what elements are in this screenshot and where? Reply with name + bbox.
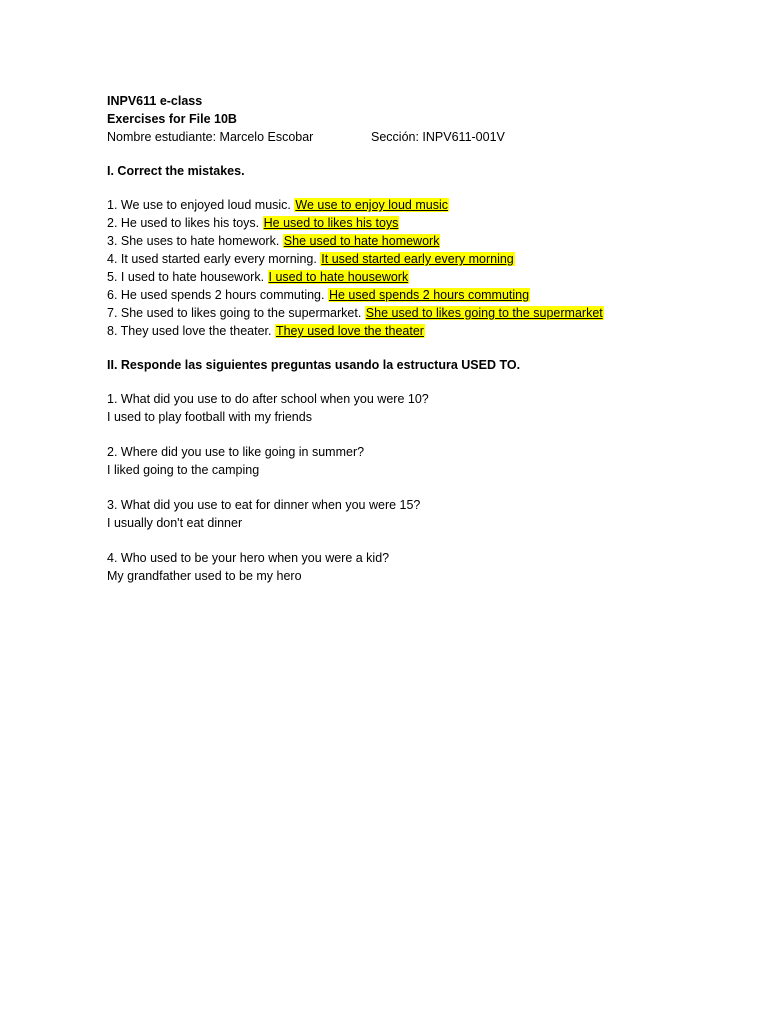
section-2-title: II. Responde las siguientes preguntas usando la estructura USED TO. [107,358,521,372]
answer-text: I used to play football with my friends [107,410,312,424]
correction-item [107,286,747,304]
sentence-with-mistake: 1. We use to enjoyed loud music. [107,198,295,212]
correction-item [107,214,747,232]
highlighted-correction: She used to likes going to the supermarket [365,306,603,320]
sentence-with-mistake: 5. I used to hate housework. [107,270,268,284]
question-block [107,443,747,479]
highlighted-correction: We use to enjoy loud music [295,198,448,212]
correction-item [107,232,747,250]
answer-text: I usually don't eat dinner [107,516,243,530]
sentence-with-mistake: 3. She uses to hate homework. [107,234,283,248]
answer-text: I liked going to the camping [107,463,260,477]
question-block [107,549,747,585]
highlighted-correction: He used to likes his toys [263,216,399,230]
question-block [107,496,747,532]
course-title: INPV611 e-class [107,94,203,108]
correction-item [107,322,747,340]
highlighted-correction: He used spends 2 hours commuting [328,288,530,302]
question-text: 4. Who used to be your hero when you were a kid? [107,551,390,565]
question-text: 2. Where did you use to like going in summer? [107,445,365,459]
sentence-with-mistake: 7. She used to likes going to the supermarket. [107,306,365,320]
question-text: 3. What did you use to eat for dinner when you were 15? [107,498,421,512]
sentence-with-mistake: 8. They used love the theater. [107,324,275,338]
sentence-with-mistake: 4. It used started early every morning. [107,252,321,266]
section-1-title: I. Correct the mistakes. [107,164,245,178]
correction-list [107,196,747,340]
answer-text: My grandfather used to be my hero [107,569,302,583]
document-page [107,92,747,585]
highlighted-correction: I used to hate housework [268,270,409,284]
question-text: 1. What did you use to do after school when you were 10? [107,392,429,406]
student-info-row [107,128,747,146]
correction-item [107,268,747,286]
correction-item [107,250,747,268]
correction-item [107,196,747,214]
sentence-with-mistake: 2. He used to likes his toys. [107,216,263,230]
highlighted-correction: She used to hate homework [283,234,440,248]
correction-item [107,304,747,322]
highlighted-correction: They used love the theater [275,324,424,338]
sentence-with-mistake: 6. He used spends 2 hours commuting. [107,288,328,302]
question-block [107,390,747,426]
student-name: Nombre estudiante: Marcelo Escobar [107,130,314,144]
highlighted-correction: It used started early every morning [321,252,514,266]
section-code: Sección: INPV611-001V [371,130,505,144]
exercise-title: Exercises for File 10B [107,112,237,126]
